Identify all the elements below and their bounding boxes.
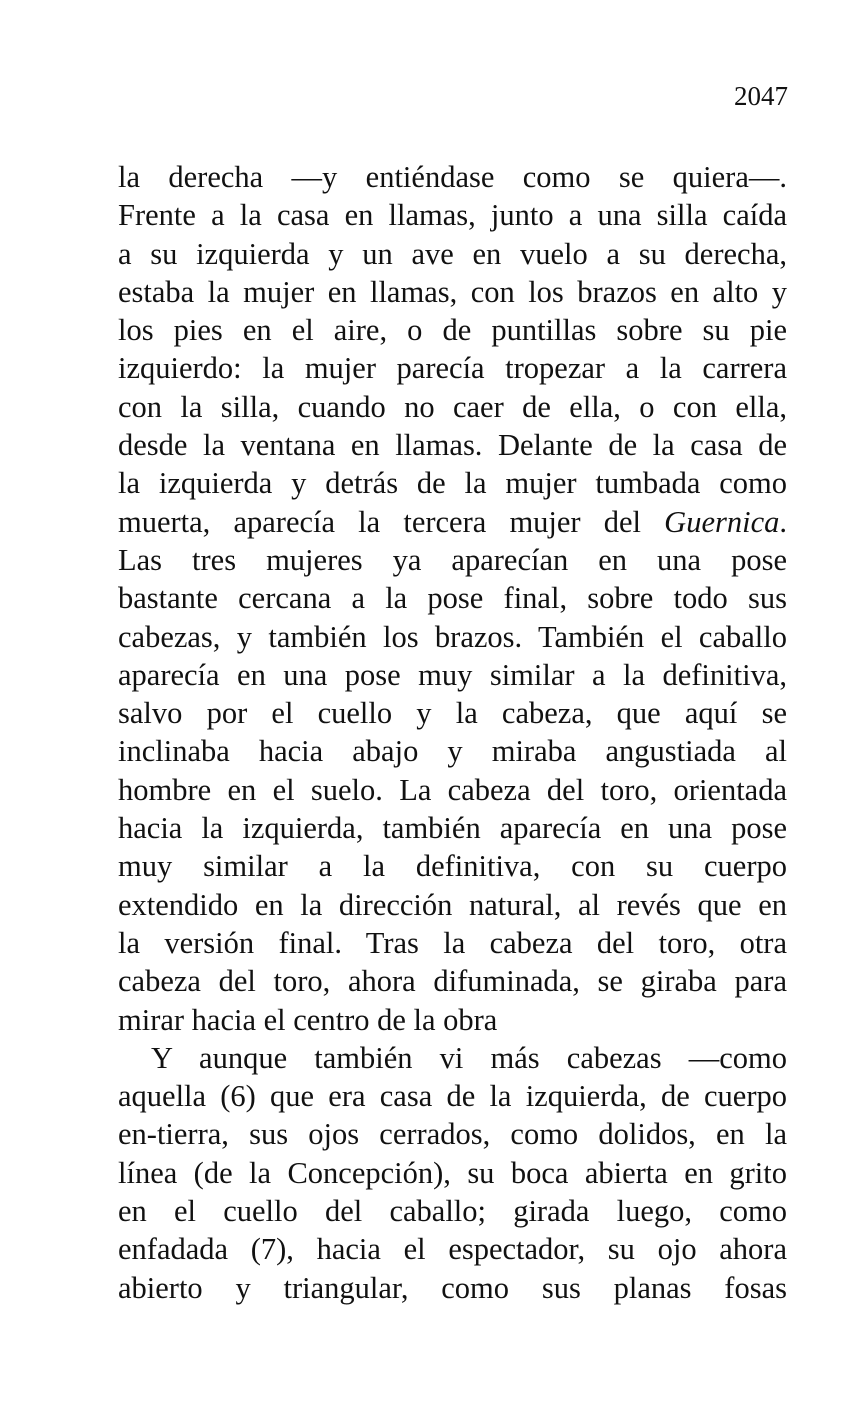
text-line: la derecha —y entiéndase como se quiera—. — [118, 160, 787, 194]
page-number: 2047 — [734, 81, 788, 111]
paragraph-start-line: Y aunque también vi más cabezas —como — [151, 1040, 787, 1075]
text-line: Frente a la casa en llamas, junto a una silla caída — [118, 198, 787, 233]
line-text: muerta, aparecía la tercera mujer del — [118, 504, 665, 539]
line-punctuation: . — [779, 504, 787, 539]
text-line: los pies en el aire, o de puntillas sobre su pie — [118, 313, 787, 348]
text-line: a su izquierda y un ave en vuelo a su derecha, — [118, 236, 787, 271]
text-line: salvo por el cuello y la cabeza, que aquí se — [118, 696, 787, 731]
text-line: en-tierra, sus ojos cerrados, como dolidos, en la — [118, 1117, 787, 1152]
text-line-with-italic — [118, 503, 787, 541]
text-line: la izquierda y detrás de la mujer tumbada como — [118, 466, 787, 501]
text-line: inclinaba hacia abajo y miraba angustiada al — [118, 734, 787, 769]
paragraph-end-line: mirar hacia el centro de la obra — [118, 1002, 498, 1037]
text-line: con la silla, cuando no caer de ella, o con ella, — [118, 389, 787, 424]
text-line: abierto y triangular, como sus planas fosas — [118, 1270, 787, 1305]
body-text — [118, 158, 787, 1307]
text-line: en el cuello del caballo; girada luego, como — [118, 1194, 787, 1229]
text-line: aquella (6) que era casa de la izquierda, de cuerpo — [118, 1079, 787, 1114]
text-line: aparecía en una pose muy similar a la definitiva, — [118, 657, 787, 692]
text-line: Las tres mujeres ya aparecían en una pose — [118, 542, 787, 577]
text-line: estaba la mujer en llamas, con los brazos en alto y — [118, 274, 787, 309]
text-line: izquierdo: la mujer parecía tropezar a la carrera — [118, 351, 787, 386]
text-line: bastante cercana a la pose final, sobre todo sus — [118, 581, 787, 616]
text-line: muy similar a la definitiva, con su cuerpo — [118, 849, 787, 884]
text-line: hombre en el suelo. La cabeza del toro, orientada — [118, 772, 787, 807]
artwork-title: Guernica — [664, 504, 780, 539]
text-line: enfadada (7), hacia el espectador, su ojo ahora — [118, 1232, 787, 1267]
text-line: la versión final. Tras la cabeza del toro, otra — [118, 925, 787, 960]
text-line: extendido en la dirección natural, al revés que en — [118, 887, 787, 922]
text-line: cabezas, y también los brazos. También el caballo — [118, 619, 787, 654]
text-line: desde la ventana en llamas. Delante de la casa de — [118, 428, 787, 463]
text-line: cabeza del toro, ahora difuminada, se giraba para — [118, 964, 787, 999]
text-line: hacia la izquierda, también aparecía en una pose — [118, 811, 787, 846]
text-line: línea (de la Concepción), su boca abierta en grito — [118, 1155, 787, 1190]
